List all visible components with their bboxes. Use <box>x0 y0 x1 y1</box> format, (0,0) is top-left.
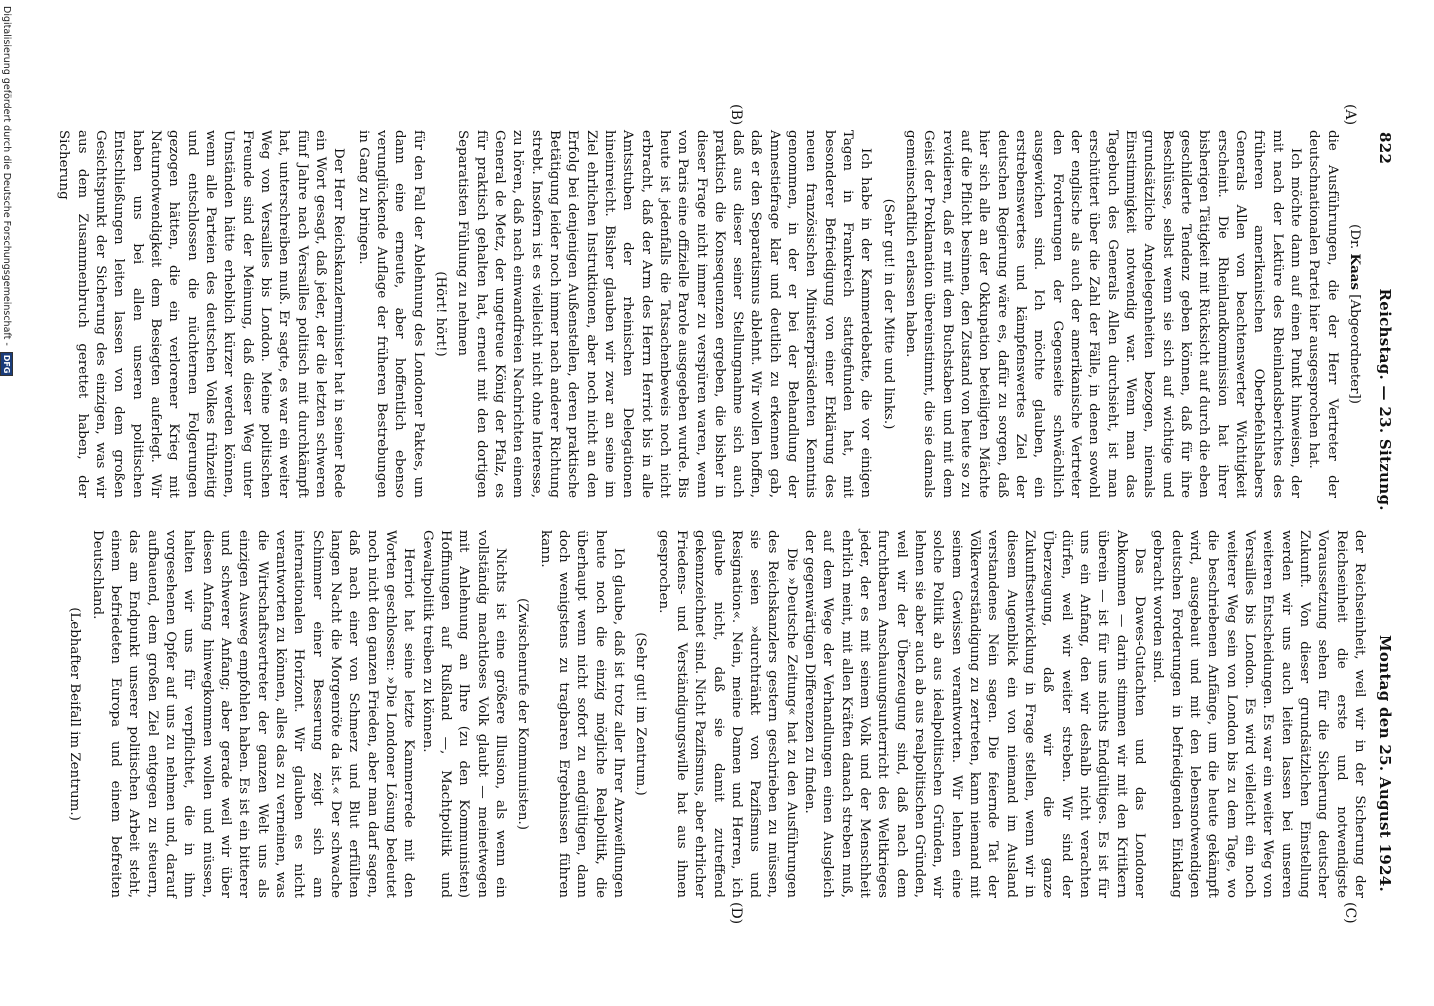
paragraph: Herriot hat seine letzte Kammerrede mit den Worten geschlossen: »Die Londoner Lösung bedeutet noch nicht den ganzen Frieden, aber man darf sagen, daß nach einer von Schmerz und Blut erfüllten langen Nacht die Morgenröte da ist.« Der schwache Schimmer einer Besserung zeigt sich am internationalen Horizont. Wir glauben es nicht verantworten zu können, alles das zu verneinen, was die Wirtschaftsvertreter der ganzen Welt uns als einzigen Ausweg empfohlen haben. Es ist ein bitterer und schwerer Anfang; aber gerade weil wir über diesen Anfang hinwegkommen wollen und müssen, halten wir uns für verpflichtet, die in ihm vorgesehenen Opfer auf uns zu nehmen und, darauf aufbauend, dem großen Ziel entgegen zu steuern, das am Endpunkt unserer politischen Arbeit steht, einem befriedeten Europa und einem befreiten Deutschland. <box>89 530 417 898</box>
page-date: Montag den 25. August 1924. <box>1376 635 1394 892</box>
paragraph: Das Dawes-Gutachten und das Londoner Abkommen — darin stimmen wir mit den Kritikern überein — ist für uns nichts Endgültiges. Es ist für uns ein Anfang, den wir deshalb nicht verachten dürfen, weil wir weiter streben. Wir sind der Überzeugung, daß wir die ganze Zukunftsentwicklung in Frage stellen, wenn wir in diesem Augenblick ein von niemand im Ausland verstandenes Nein sagen. Die feiernde Tat der Völkerverständigung zu zertreten, kann niemand mit seinem Gewissen verantworten. Wir lehnen eine solche Politik ab aus idealpolitischen Gründen, wir lehnen sie aber auch ab aus realpolitischen Gründen, weil wir der Überzeugung sind, daß nach dem furchtbaren Anschauungsunterricht des Weltkrieges jeder, der es mit seinem Volk und der Menschheit ehrlich meint, mit allen Kräften danach streben muß, auf dem Wege der Verhandlungen einen Ausgleich der gegenwärtigen Differenzen zu finden. <box>802 530 1148 898</box>
paragraph: die Ausführungen, die der Herr Vertreter der deutschnationalen Partei hier ausgesprochen hat. <box>1306 130 1340 498</box>
dfg-logo: DFG <box>1 352 14 377</box>
paragraph: Ich glaube, daß ist trotz aller Ihrer Anzweiflungen heute noch die einzig mögliche Realpolitik, die überhaupt wenn nicht sofort zu endgültigen, dann doch wenigstens zu tragbaren Ergebnissen führen kann. <box>537 530 626 898</box>
paragraph: Der Herr Reichskanzlerminister hat in seiner Rede ein Wort gesagt, daß jeder, der die letzten schweren fünf Jahre nach Versailles politisch mit durchkämpft hat, unterschreiben muß. Er sagte, es war ein weiter Weg von Versailles bis London. Meine politischen Freunde sind der Meinung, daß dieser Weg unter Umständen hätte erheblich kürzer werden können, wenn alle Parteien des deutschen Volkes frühzeitig und entschlossen die nüchternen Folgerungen gezogen hätten, die ein verlorener Krieg mit Naturnotwendigkeit dem Besiegten auferlegt. Wir haben uns bei allen unseren politischen Entschließungen leiten lassen von dem großen Gesichtspunkt der Sicherung des einzigen, was wir aus dem Zusammenbruch gerettet haben, der Sicherung <box>56 130 347 498</box>
speaker-name: Kaas <box>1347 253 1363 290</box>
right-column <box>61 530 1368 898</box>
digitization-note: Digitalisierung gefördert durch die Deutsche Forschungsgemeinschaft - <box>1 6 13 346</box>
paragraph: für den Fall der Ablehnung des Londoner Paktes, um dann eine erneute, aber hoffentlich ebenso verunglückende Auflage der früheren Bestrebungen in Gang zu bringen. <box>355 130 426 498</box>
page-header <box>1370 132 1394 892</box>
page-number: 822 <box>1376 132 1394 165</box>
margin-mark-a: (A) <box>1342 104 1358 126</box>
margin-mark-b: (B) <box>728 104 744 126</box>
paragraph: Ich habe in der Kammerdebatte, die vor einigen Tagen in Frankreich stattgefunden hat, mit besonderer Befriedigung von einer Erklärung des neuen französischen Ministerpräsidenten Kenntnis genommen, in der er bei der Behandlung der Amnestiefrage klar und deutlich zu erkennen gab, daß er den Separatismus ablehnt. Wir wollen hoffen, daß aus dieser seiner Stellungnahme sich auch praktisch die Konsequenzen ergeben, die bisher in dieser Frage nicht immer zu verspüren waren, wenn von Paris eine offizielle Parole ausgegeben wurde. Bis heute ist jedenfalls die Tatsachenbeweis noch nicht erbracht, daß der Arm des Herrn Herriot bis in alle Amtsstuben der rheinischen Delegationen hineinreicht. Bisher glauben wir zwar an seine im Ziel ehrlichen Instruktionen, aber noch nicht an den Erfolg bei denjenigen Außenstellen, deren praktische Betätigung leider noch immer nach anderer Richtung strebt. Insofern ist es vielleicht nicht ohne Interesse, zu hören, daß nach einwandfreien Nachrichten einem General de Metz, der ungetreue König der Pfalz, es für praktisch gehalten hat, erneut mit den dortigen Separatisten Fühlung zu nehmen <box>455 130 874 498</box>
paragraph: Nichts ist eine größere Illusion, als wenn ein vollständig machtloses Volk glaubt — meinetwegen mit Anlehnung an Ihre (zu den Kommunisten) Hoffnungen auf Rußland —, Machtpolitik und Gewaltpolitik treiben zu können. <box>419 530 508 898</box>
interjection: (Zwischenrufe der Kommunisten.) <box>515 597 531 831</box>
interjection: (Hört! hört!) <box>432 271 448 357</box>
interjection: (Sehr gut! im Zentrum.) <box>633 632 649 796</box>
margin-mark-d: (D) <box>728 902 744 925</box>
speaker-line: (Dr. Kaas [Abgeordneter]) <box>1347 224 1363 404</box>
paragraph: Die »Deutsche Zeitung« hat zu den Ausführungen des Reichskanzlers gestern geschrieben zu müssen, sie seien »durchtränkt von Pazifismus und Resignation«. Nein, meine Damen und Herren, ich glaube nicht, daß sie damit zutreffend gekennzeichnet sind. Nicht Pazifismus, aber ehrlicher Friedens- und Verständigungswille hat aus ihnen gesprochen. <box>655 530 799 898</box>
left-column <box>54 130 1368 498</box>
paragraph: der Reichseinheit, weil wir in der Sicherung der Reichseinheit die erste und notwendigste Voraussetzung sehen für die Sicherung deutscher Zukunft. Von dieser grundsätzlichen Einstellung werden wir uns auch leiten lassen bei unseren weiteren Entscheidungen. Es war ein weiter Weg von Versailles bis London. Es wird vielleicht ein noch weiterer Weg sein von London bis zu dem Tage, wo die beschriebenen Anfänge, um die heute gekämpft wird, ausgebaut und mit den lebensnotwendigen deutschen Forderungen in befriedigenden Einklang gebracht worden sind. <box>1150 530 1367 898</box>
page-title: Reichstag. — 23. Sitzung. <box>1376 288 1394 511</box>
margin-mark-c: (C) <box>1342 902 1358 924</box>
paragraph: Ich möchte dann auf einen Punkt hinweisen, der mit nach der Lektüre des Rheinlandsberichtes des früheren amerikanischen Oberbefehlshabers Generals Allen von beachtenswerter Wichtigkeit erscheint. Die Rheinlandkommission hat ihrer bisherigen Tätigkeit mit Rücksicht auf durch die eben geschilderte Tendenz geben können, daß für ihre Beschlüsse, selbst wenn sie sich auf wichtige und grundsätzliche Angelegenheiten bezogen, niemals Einstimmigkeit notwendig war. Wenn man das Tagebuch des Generals Allen durchsieht, ist man erschüttert über die Zahl der Fälle, in denen sowohl der englische als auch der amerikanische Vertreter den Forderungen der Gegenseite schwächlich ausgewichen sind. Ich möchte glauben, ein erstrebenswertes und kämpfenswertes Ziel der deutschen Regierung wäre es, dafür zu sorgen, daß hier sich alle an der Okkupation beteiligten Mächte auf die Pflicht besinnen, den Zustand von heute so zu revidieren, daß er mit dem Buchstaben und mit dem Geist der Proklamation übereinstimmt, die sie damals gemeinschaftlich erlassen haben. <box>903 130 1304 498</box>
interjection: (Sehr gut! in der Mitte und links.) <box>880 198 896 430</box>
applause: (Lebhafter Beifall im Zentrum.) <box>67 607 83 821</box>
digitization-footer <box>0 0 14 1006</box>
